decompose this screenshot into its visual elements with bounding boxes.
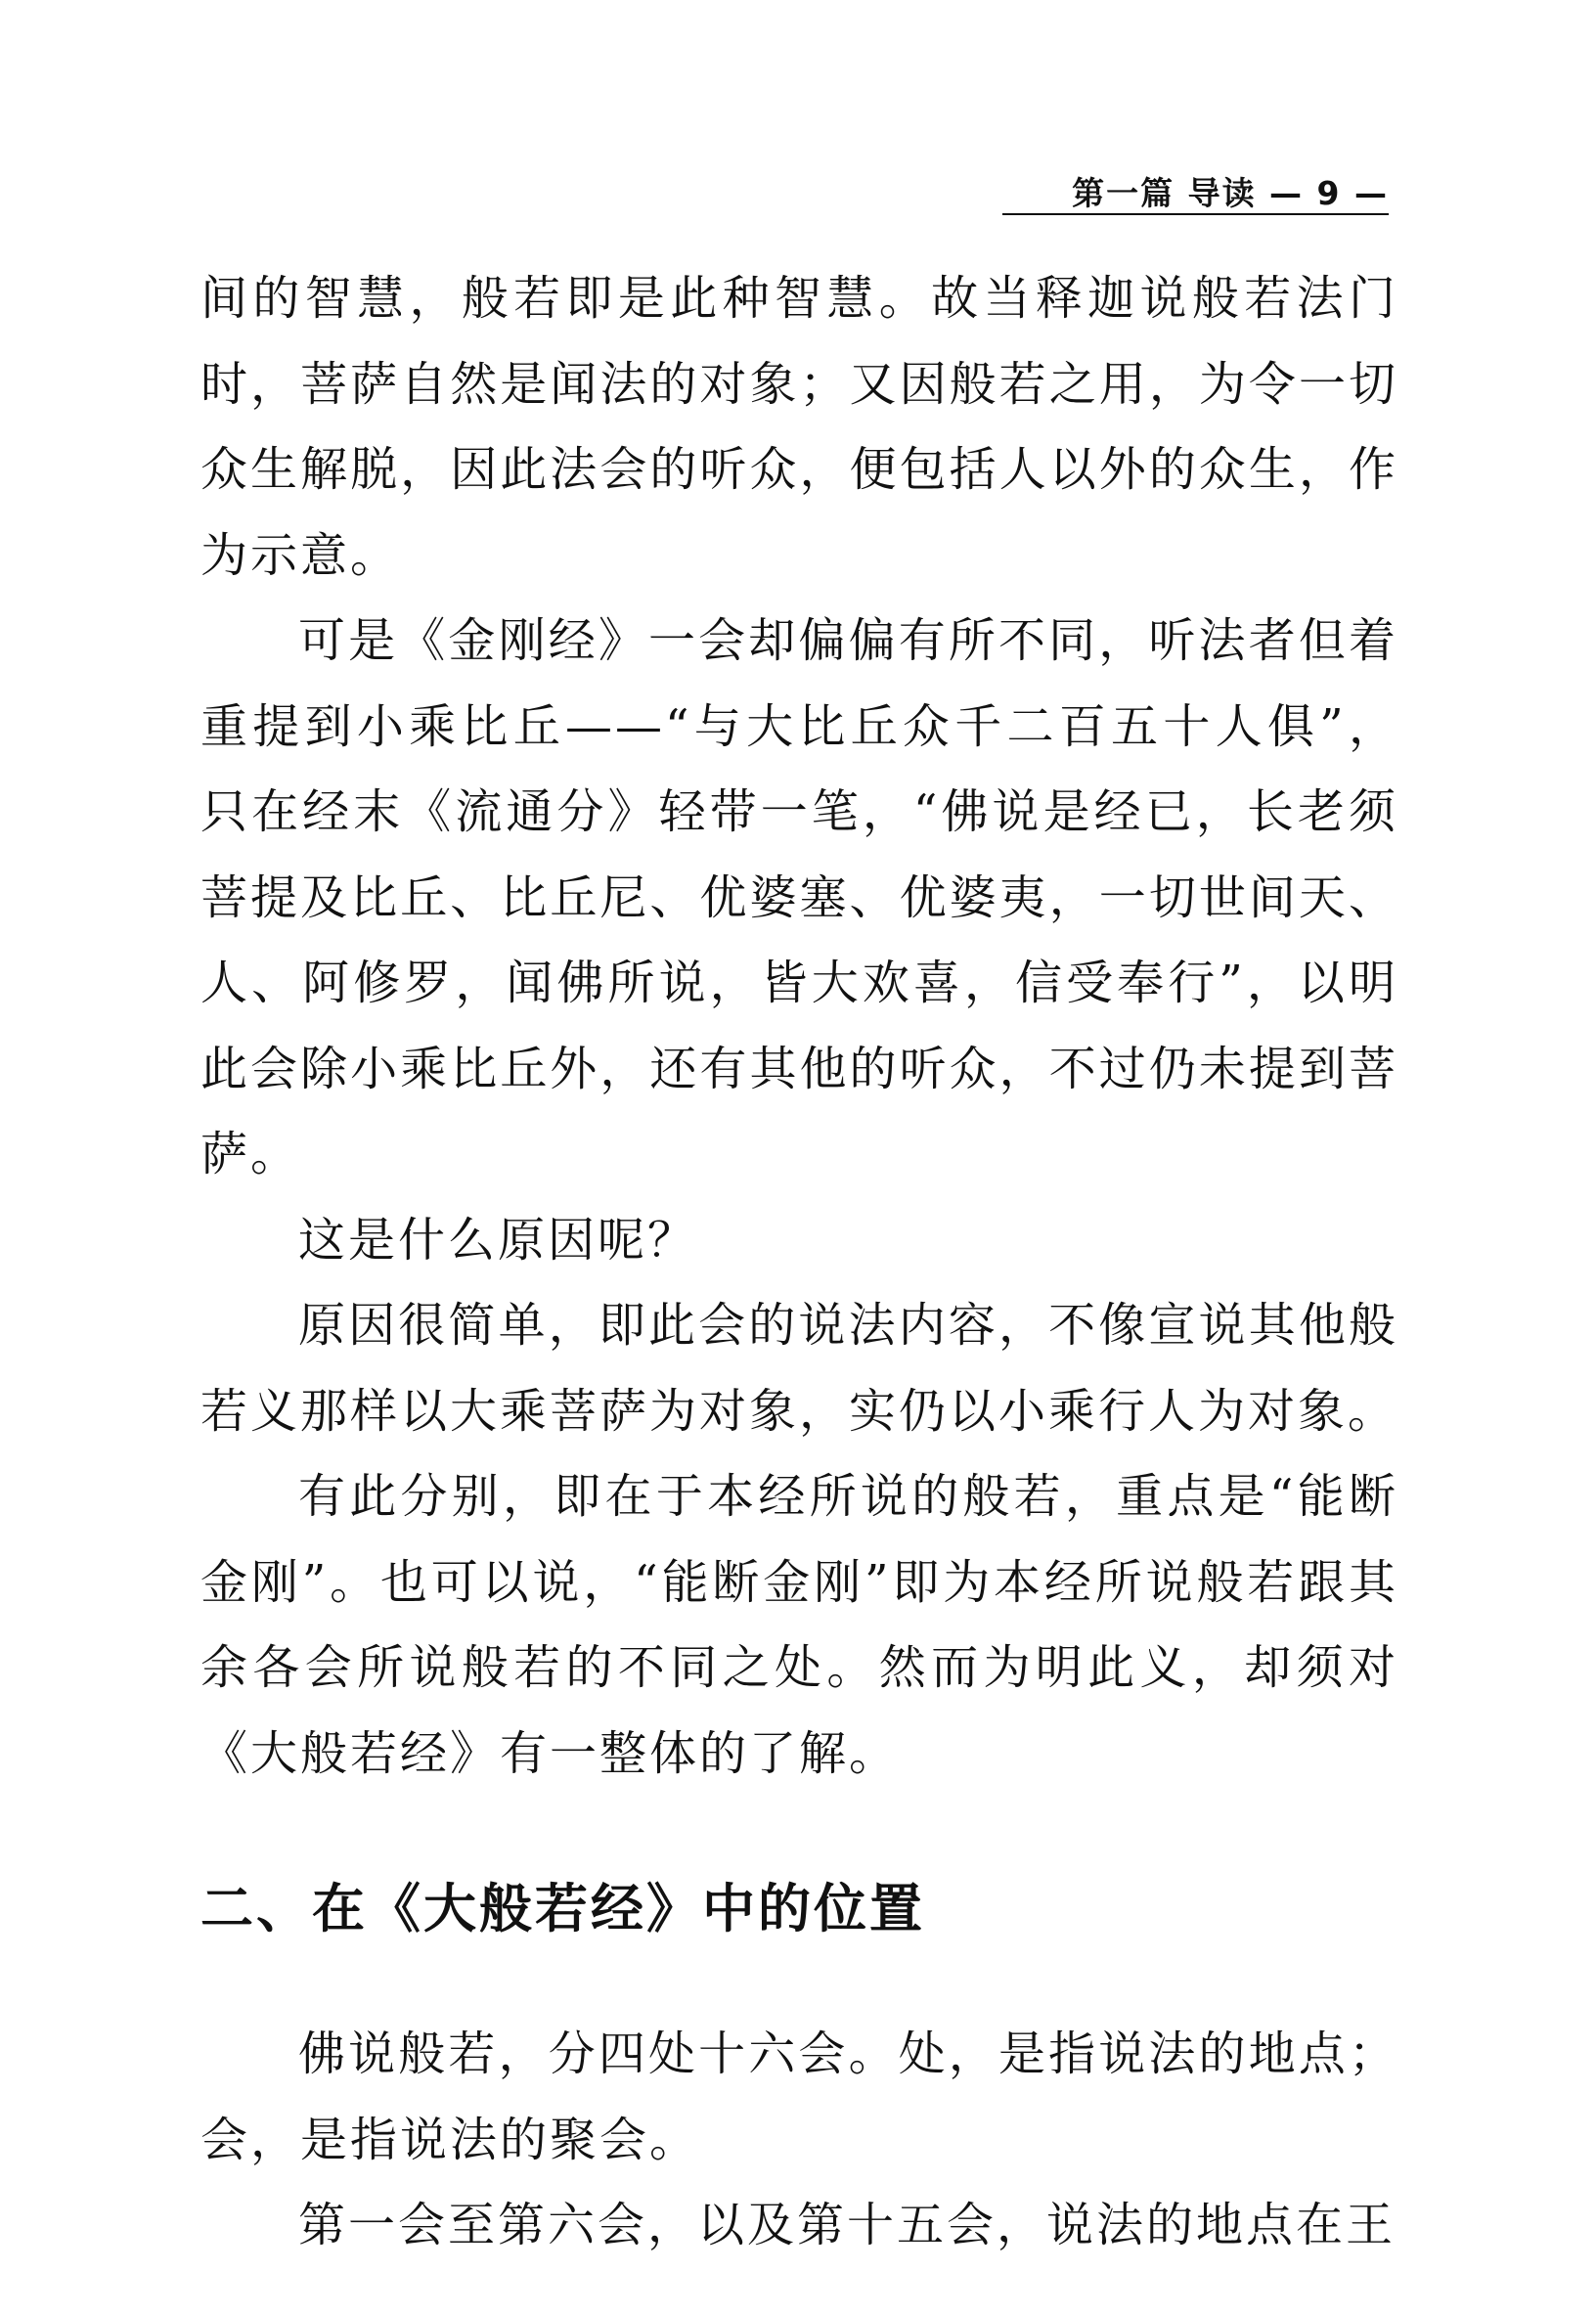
section-heading: 二、在《大般若经》中的位置 [200, 1878, 925, 1939]
paragraph-6: 佛说般若，分四处十六会。处，是指说法的地点；会，是指说法的聚会。 [200, 2026, 1398, 2167]
running-head: 第一篇 导读 — 9 — [1072, 174, 1389, 212]
paragraph-3: 这是什么原因呢？ [298, 1212, 698, 1268]
paragraph-2: 可是《金刚经》一会却偏偏有所不同，听法者但着重提到小乘比丘——“与大比丘众千二百五十人俱”，只在经末《流通分》轻带一笔，“佛说是经已，长老须菩提及比丘、比丘尼、优婆塞、优婆夷，一切世间天、人、阿修罗，闻佛所说，皆大欢喜，信受奉行”，以明此会除小乘比丘外，还有其他的听众，不过仍未提到菩萨。 [200, 613, 1398, 1181]
paragraph-4: 原因很简单，即此会的说法内容，不像宣说其他般若义那样以大乘菩萨为对象，实仍以小乘行人为对象。 [200, 1298, 1398, 1439]
header-rule [1002, 213, 1389, 215]
paragraph-1: 间的智慧，般若即是此种智慧。故当释迦说般若法门时，菩萨自然是闻法的对象；又因般若之用，为令一切众生解脱，因此法会的听众，便包括人以外的众生，作为示意。 [200, 271, 1398, 583]
paragraph-7: 第一会至第六会，以及第十五会，说法的地点在王 [298, 2198, 1396, 2252]
page-body [200, 256, 1398, 2269]
paragraph-5: 有此分别，即在于本经所说的般若，重点是“能断金刚”。也可以说，“能断金刚”即为本经所说般若跟其余各会所说般若的不同之处。然而为明此义，却须对《大般若经》有一整体的了解。 [200, 1469, 1398, 1781]
